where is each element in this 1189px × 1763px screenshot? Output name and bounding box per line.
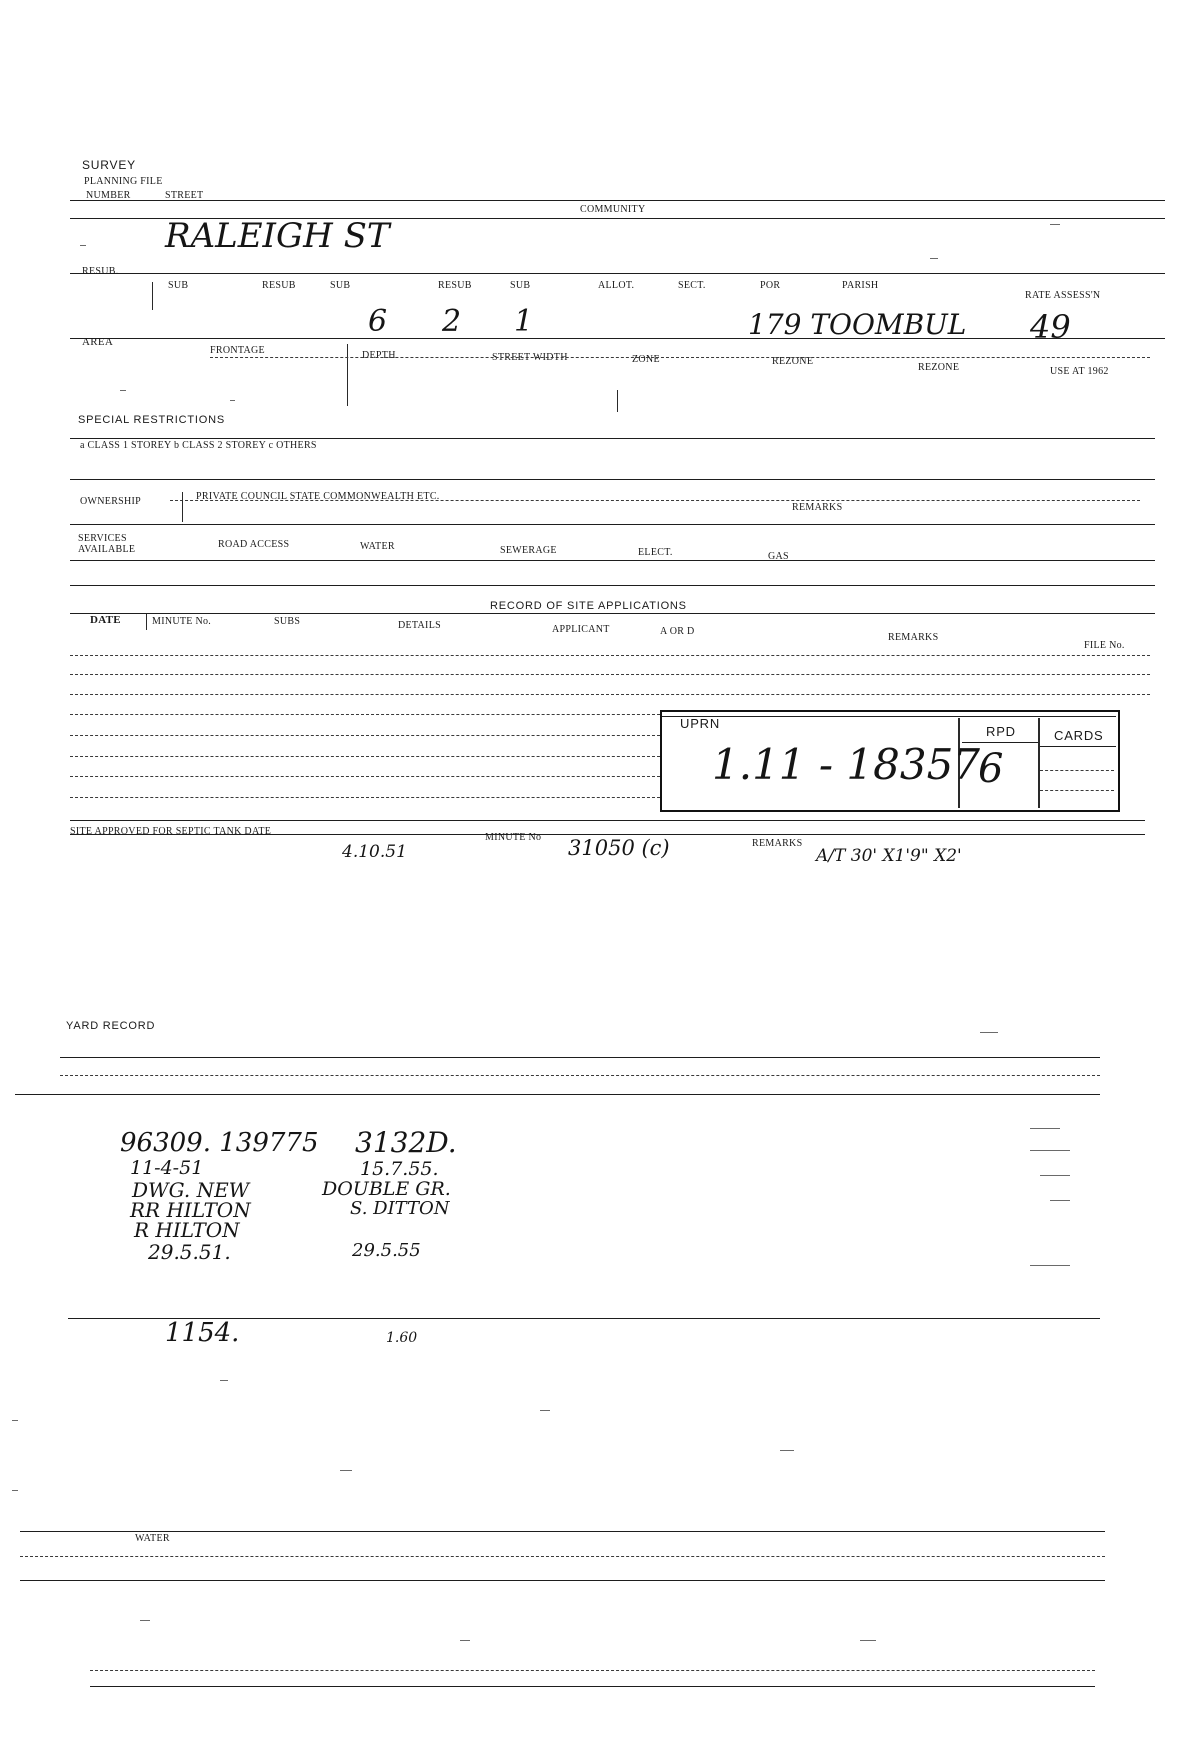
area-rule [70, 338, 1165, 339]
uprn-value: 1.11 - 18357 [712, 740, 981, 789]
bottom-top-rule [60, 1057, 1100, 1058]
record-title: RECORD OF SITE APPLICATIONS [490, 600, 687, 612]
services-top-rule [70, 524, 1155, 525]
entry-right-2: 15.7.55. [360, 1158, 439, 1180]
class-label: a CLASS 1 STOREY b CLASS 2 STOREY c OTHERS [80, 440, 317, 451]
sewerage-label: SEWERAGE [500, 545, 557, 556]
resub3-label: RESUB [438, 280, 472, 291]
bottom-rule-5 [20, 1580, 1105, 1581]
remarks-col: REMARKS [888, 632, 939, 643]
sub2-label: SUB [330, 280, 351, 291]
bottom-rule-2 [15, 1094, 1100, 1095]
bottom-rule-6 [90, 1686, 1095, 1687]
survey-label: SURVEY [82, 158, 136, 172]
planning-file-label: PLANNING FILE [84, 176, 163, 187]
details-col: DETAILS [398, 620, 441, 631]
applicant-col: APPLICANT [552, 624, 610, 635]
parish-value: 179 TOOMBUL [748, 308, 967, 341]
record-rule-top [70, 585, 1155, 586]
minute-col: MINUTE No. [152, 616, 212, 627]
parish-label: PARISH [842, 280, 879, 291]
septic-minute-label: MINUTE No [485, 832, 542, 843]
entry-left-3: DWG. NEW [132, 1178, 250, 1202]
resub-divider [152, 282, 153, 310]
rate-assess-label: RATE ASSESS'N [1025, 290, 1101, 301]
por-label: POR [760, 280, 781, 291]
cards-line-1 [1040, 770, 1114, 771]
sect-label: SECT. [678, 280, 706, 291]
ownership-top-rule [70, 479, 1155, 480]
record-header-rule [70, 613, 1155, 614]
cards-header-rule [1040, 746, 1116, 747]
entry-right-6: 29.5.55 [352, 1240, 421, 1261]
subs-col: SUBS [274, 616, 301, 627]
rezone-label: REZONE [772, 356, 814, 367]
rpd-label: RPD [986, 724, 1016, 739]
ownership-label: OWNERSHIP [80, 496, 142, 507]
rpd-value: 6 [978, 746, 1004, 792]
a-or-d-col: A OR D [660, 626, 695, 637]
lot-value-1: 6 [368, 304, 388, 339]
sub-label: SUB [168, 280, 189, 291]
record-line-4 [70, 714, 660, 715]
septic-top-rule [70, 820, 1145, 821]
record-line-2 [70, 674, 1150, 675]
special-label: SPECIAL RESTRICTIONS [78, 414, 226, 426]
entry-left-1: 96309. 139775 [120, 1128, 319, 1158]
resub-rule [70, 273, 1165, 274]
number-label: NUMBER [86, 190, 131, 201]
area-tick [617, 390, 618, 412]
septic-label: SITE APPROVED FOR SEPTIC TANK DATE [70, 826, 272, 837]
ownership-remarks-label: REMARKS [792, 502, 843, 513]
rate-value: 49 [1030, 308, 1071, 346]
resub2-label: RESUB [262, 280, 296, 291]
header-rule [70, 200, 1165, 201]
lot-value-3: 1 [514, 304, 534, 339]
bottom-dash-rule [60, 1075, 1100, 1076]
record-line-8 [70, 797, 660, 798]
special-rule [70, 438, 1155, 439]
cards-divider [1038, 718, 1040, 808]
use-label: USE AT 1962 [1050, 366, 1109, 377]
uprn-box-inner-top [662, 716, 1116, 717]
road-access-label: ROAD ACCESS [218, 539, 290, 550]
septic-minute-value: 31050 (c) [568, 836, 670, 860]
area-sub-rule [210, 357, 1150, 358]
depth-label: DEPTH [362, 350, 396, 361]
note-left: 1154. [165, 1318, 240, 1348]
elect-label: ELECT. [638, 547, 673, 558]
services-label: SERVICES AVAILABLE [78, 533, 136, 555]
street-label: STREET [165, 190, 204, 201]
community-label: COMMUNITY [580, 204, 646, 215]
gas-label: GAS [768, 551, 789, 562]
record-line-6 [70, 756, 660, 757]
date-col: DATE [90, 614, 121, 626]
entry-left-4: RR HILTON [130, 1198, 251, 1222]
bottom-rule-4 [20, 1531, 1105, 1532]
entry-left-6: 29.5.51. [148, 1240, 231, 1264]
cards-line-2 [1040, 790, 1114, 791]
record-line-5 [70, 735, 660, 736]
septic-remarks-value: A/T 30' X1'9" X2' [816, 846, 962, 866]
entry-right-4: S. DITTON [350, 1198, 450, 1219]
cards-label: CARDS [1054, 728, 1104, 743]
bottom-dash-rule-3 [90, 1670, 1095, 1671]
ownership-divider [182, 492, 183, 522]
depth-divider [347, 344, 348, 406]
ownership-options: PRIVATE COUNCIL STATE COMMONWEALTH ETC. [196, 491, 440, 502]
date-divider [146, 614, 147, 630]
water-label: WATER [360, 541, 395, 552]
lot-value-2: 2 [442, 304, 462, 339]
entry-left-2: 11-4-51 [130, 1157, 204, 1179]
bottom-water-label: WATER [135, 1533, 170, 1544]
street-name: RALEIGH ST [165, 216, 390, 256]
file-col: FILE No. [1084, 640, 1125, 651]
sub3-label: SUB [510, 280, 531, 291]
bottom-heading: YARD RECORD [66, 1020, 156, 1032]
septic-remarks-label: REMARKS [752, 838, 803, 849]
record-line-1 [70, 655, 1150, 656]
entry-right-3: DOUBLE GR. [322, 1178, 451, 1200]
allot-label: ALLOT. [598, 280, 635, 291]
ownership-dash-rule [170, 500, 1140, 501]
area-label: AREA [82, 336, 114, 348]
resub-label: RESUB. [82, 266, 119, 277]
bottom-dash-rule-2 [20, 1556, 1105, 1557]
services-rule [70, 560, 1155, 561]
septic-date: 4.10.51 [342, 842, 407, 862]
entry-left-5: R HILTON [134, 1218, 240, 1242]
frontage-label: FRONTAGE [210, 345, 265, 356]
note-right: 1.60 [386, 1330, 418, 1346]
entry-right-1: 3132D. [355, 1126, 457, 1159]
street-width-label: STREET WIDTH [492, 352, 568, 363]
rezone2-label: REZONE [918, 362, 960, 373]
record-line-7 [70, 776, 660, 777]
zone-label: ZONE [632, 354, 660, 365]
uprn-label: UPRN [680, 716, 721, 731]
record-line-3 [70, 694, 1150, 695]
